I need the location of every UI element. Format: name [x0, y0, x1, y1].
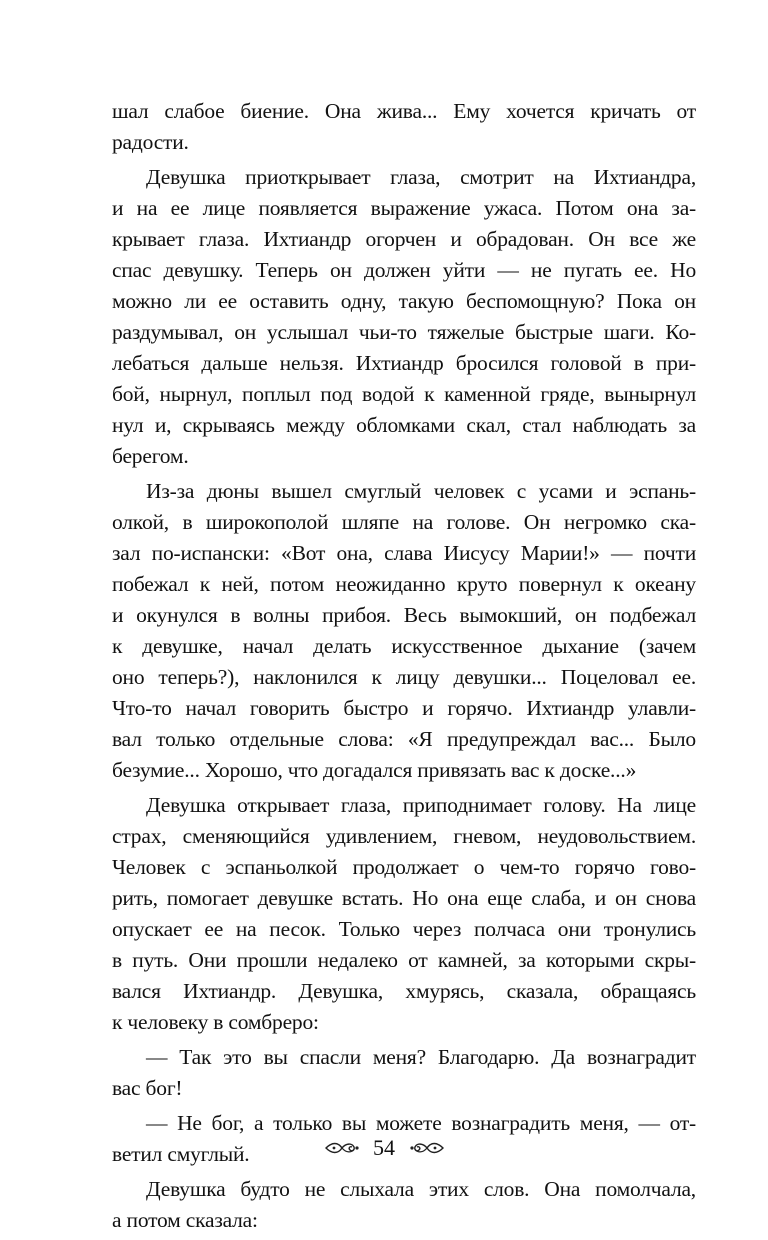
text-line: берегом.: [112, 444, 189, 468]
text-line: Девушка будто не слыхала этих слов. Она помолчала,: [146, 1177, 696, 1201]
text-line: лебаться дальше нельзя. Ихтиандр бросился головой в при-: [112, 351, 696, 375]
page-footer: [0, 1132, 768, 1162]
text-line: шал слабое биение. Она жива... Ему хочется кричать от: [112, 99, 696, 123]
paragraph: [112, 1174, 696, 1236]
flourish-right-icon: [409, 1138, 445, 1158]
text-line: Из-за дюны вышел смуглый человек с усами и эспань-: [146, 479, 696, 503]
text-line: Девушка приоткрывает глаза, смотрит на Ихтиандра,: [146, 165, 696, 189]
text-line: страх, сменяющийся удивлением, гневом, неудовольствием.: [112, 824, 696, 848]
text-line: радости.: [112, 130, 189, 154]
flourish-left-icon: [324, 1138, 360, 1158]
text-line: крывает глаза. Ихтиандр огорчен и обрадован. Он все же: [112, 227, 696, 251]
text-line: вался Ихтиандр. Девушка, хмурясь, сказала, обращаясь: [112, 979, 696, 1003]
paragraph: [112, 162, 696, 472]
text-line: олкой, в широкополой шляпе на голове. Он негромко ска-: [112, 510, 696, 534]
text-line: Что-то начал говорить быстро и горячо. Ихтиандр улавли-: [112, 696, 696, 720]
text-line: ветил смуглый.: [112, 1142, 250, 1166]
text-line: спас девушку. Теперь он должен уйти — не пугать ее. Но: [112, 258, 696, 282]
text-line: — Так это вы спасли меня? Благодарю. Да вознаградит: [146, 1045, 696, 1069]
paragraph: [112, 790, 696, 1038]
text-line: к человеку в сомбреро:: [112, 1010, 319, 1034]
text-line: Человек с эспаньолкой продолжает о чем-то горячо гово-: [112, 855, 696, 879]
text-line: опускает ее на песок. Только через полчаса они тронулись: [112, 917, 696, 941]
paragraph: [112, 476, 696, 786]
text-line: а потом сказала:: [112, 1208, 258, 1232]
text-line: вал только отдельные слова: «Я предупреждал вас... Было: [112, 727, 696, 751]
text-line: и окунулся в волны прибоя. Весь вымокший, он подбежал: [112, 603, 696, 627]
text-line: и на ее лице появляется выражение ужаса. Потом она за-: [112, 196, 696, 220]
text-line: вас бог!: [112, 1076, 183, 1100]
text-line: рить, помогает девушке встать. Но она еще слаба, и он снова: [112, 886, 696, 910]
text-line: зал по-испански: «Вот она, слава Иисусу Марии!» — почти: [112, 541, 696, 565]
text-line: к девушке, начал делать искусственное дыхание (зачем: [112, 634, 696, 658]
text-line: оно теперь?), наклонился к лицу девушки... Поцеловал ее.: [112, 665, 696, 689]
text-line: Девушка открывает глаза, приподнимает голову. На лице: [146, 793, 696, 817]
text-line: — Не бог, а только вы можете вознаградить меня, — от-: [146, 1111, 696, 1135]
paragraph: [112, 96, 696, 158]
page-text: [112, 96, 696, 1240]
text-line: раздумывал, он услышал чьи-то тяжелые быстрые шаги. Ко-: [112, 320, 696, 344]
page-number: 54: [373, 1134, 395, 1160]
text-line: можно ли ее оставить одну, такую беспомощную? Пока он: [112, 289, 696, 313]
text-line: в путь. Они прошли недалеко от камней, за которыми скры-: [112, 948, 696, 972]
text-line: побежал к ней, потом неожиданно круто повернул к океану: [112, 572, 696, 596]
text-line: безумие... Хорошо, что догадался привязать вас к доске...»: [112, 758, 637, 782]
text-line: бой, нырнул, поплыл под водой к каменной гряде, вынырнул: [112, 382, 696, 406]
text-line: нул и, скрываясь между обломками скал, стал наблюдать за: [112, 413, 696, 437]
paragraph: [112, 1042, 696, 1104]
